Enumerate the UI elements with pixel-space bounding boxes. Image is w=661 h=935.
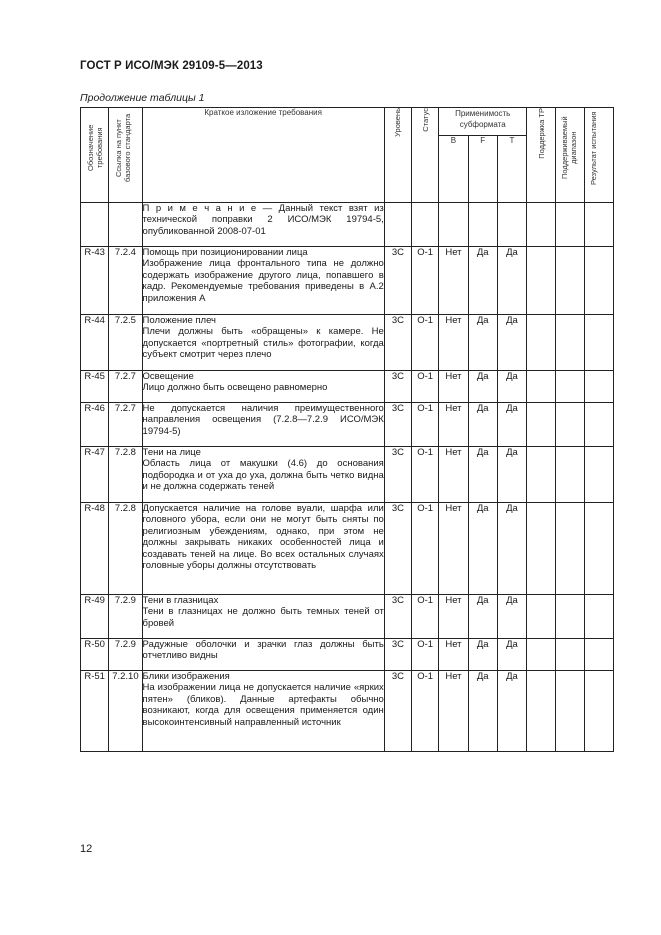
sub-t-value: Да bbox=[497, 447, 526, 503]
status-value: O-1 bbox=[412, 403, 439, 447]
tr-support-cell bbox=[527, 315, 556, 371]
level-value: 3C bbox=[384, 503, 411, 595]
tr-support-cell bbox=[527, 247, 556, 315]
table-row bbox=[81, 447, 614, 503]
tr-support-cell bbox=[527, 447, 556, 503]
sub-b-value: Нет bbox=[439, 447, 468, 503]
note-empty-cell bbox=[412, 203, 439, 247]
base-ref: 7.2.7 bbox=[109, 403, 142, 447]
level-value: 3C bbox=[384, 639, 411, 671]
sub-b-value: Нет bbox=[439, 403, 468, 447]
test-result-cell bbox=[584, 447, 613, 503]
document-title: ГОСТ Р ИСО/МЭК 29109-5—2013 bbox=[80, 60, 263, 72]
test-result-cell bbox=[584, 315, 613, 371]
test-result-cell bbox=[584, 371, 613, 403]
base-ref: 7.2.10 bbox=[109, 671, 142, 752]
test-result-cell bbox=[584, 639, 613, 671]
test-result-cell bbox=[584, 503, 613, 595]
table-row bbox=[81, 403, 614, 447]
sub-f-value: Да bbox=[468, 639, 497, 671]
level-value: 3C bbox=[384, 447, 411, 503]
table-row bbox=[81, 247, 614, 315]
table-row bbox=[81, 639, 614, 671]
base-ref: 7.2.7 bbox=[109, 371, 142, 403]
requirements-table bbox=[80, 107, 614, 752]
status-value: O-1 bbox=[412, 371, 439, 403]
note-empty-cell bbox=[497, 203, 526, 247]
column-header-sub-b: B bbox=[439, 136, 468, 203]
sub-f-value: Да bbox=[468, 503, 497, 595]
base-ref: 7.2.4 bbox=[109, 247, 142, 315]
supported-range-cell bbox=[556, 503, 584, 595]
supported-range-cell bbox=[556, 595, 584, 639]
base-ref: 7.2.8 bbox=[109, 447, 142, 503]
note-empty-cell bbox=[468, 203, 497, 247]
sub-b-value: Нет bbox=[439, 371, 468, 403]
level-value: 3C bbox=[384, 247, 411, 315]
sub-t-value: Да bbox=[497, 315, 526, 371]
test-result-cell bbox=[584, 671, 613, 752]
sub-t-value: Да bbox=[497, 403, 526, 447]
sub-b-value: Нет bbox=[439, 503, 468, 595]
base-ref: 7.2.5 bbox=[109, 315, 142, 371]
supported-range-cell bbox=[556, 639, 584, 671]
column-header-level: Уровень bbox=[384, 108, 411, 203]
status-value: O-1 bbox=[412, 595, 439, 639]
requirement-id: R-43 bbox=[81, 247, 109, 315]
requirement-summary: Блики изображения На изображении лица не допускается наличие «ярких пятен» (бликов). Данные артефакты обычно возникают, когда для освещения применяется один высокоинтенсивный направленный источник bbox=[142, 671, 384, 752]
supported-range-cell bbox=[556, 403, 584, 447]
supported-range-cell bbox=[556, 371, 584, 403]
tr-support-cell bbox=[527, 671, 556, 752]
requirement-summary: Освещение Лицо должно быть освещено равномерно bbox=[142, 371, 384, 403]
note-empty-cell bbox=[527, 203, 556, 247]
note-empty-id bbox=[81, 203, 109, 247]
note-empty-cell bbox=[384, 203, 411, 247]
status-value: O-1 bbox=[412, 671, 439, 752]
requirement-id: R-49 bbox=[81, 595, 109, 639]
column-header-test-result: Результат испытания bbox=[584, 108, 613, 203]
requirement-id: R-51 bbox=[81, 671, 109, 752]
sub-b-value: Нет bbox=[439, 315, 468, 371]
requirement-summary: Радужные оболочки и зрачки глаз должны быть отчетливо видны bbox=[142, 639, 384, 671]
requirement-summary: Тени в глазницах Тени в глазницах не должно быть темных теней от бровей bbox=[142, 595, 384, 639]
tr-support-cell bbox=[527, 503, 556, 595]
requirement-id: R-44 bbox=[81, 315, 109, 371]
sub-f-value: Да bbox=[468, 595, 497, 639]
table-row bbox=[81, 671, 614, 752]
column-header-designation: Обозначение требования bbox=[81, 108, 109, 203]
base-ref: 7.2.9 bbox=[109, 639, 142, 671]
requirement-id: R-45 bbox=[81, 371, 109, 403]
column-header-supported-range: Поддерживаемый диапазон bbox=[556, 108, 584, 203]
table-row bbox=[81, 595, 614, 639]
level-value: 3C bbox=[384, 403, 411, 447]
sub-f-value: Да bbox=[468, 247, 497, 315]
column-header-status: Статус bbox=[412, 108, 439, 203]
table-row bbox=[81, 503, 614, 595]
test-result-cell bbox=[584, 403, 613, 447]
test-result-cell bbox=[584, 247, 613, 315]
supported-range-cell bbox=[556, 671, 584, 752]
requirement-id: R-48 bbox=[81, 503, 109, 595]
sub-b-value: Нет bbox=[439, 671, 468, 752]
level-value: 3C bbox=[384, 671, 411, 752]
table-continuation-caption: Продолжение таблицы 1 bbox=[80, 92, 205, 104]
requirement-summary: Помощь при позиционировании лица Изображение лица фронтального типа не должно содержать изображение другого лица, попавшего в кадр. Рекомендуемые требования приведены в А.2 приложения А bbox=[142, 247, 384, 315]
tr-support-cell bbox=[527, 371, 556, 403]
supported-range-cell bbox=[556, 247, 584, 315]
sub-t-value: Да bbox=[497, 503, 526, 595]
status-value: O-1 bbox=[412, 315, 439, 371]
status-value: O-1 bbox=[412, 639, 439, 671]
level-value: 3C bbox=[384, 371, 411, 403]
sub-b-value: Нет bbox=[439, 595, 468, 639]
sub-b-value: Нет bbox=[439, 639, 468, 671]
status-value: O-1 bbox=[412, 503, 439, 595]
requirement-id: R-46 bbox=[81, 403, 109, 447]
requirement-id: R-50 bbox=[81, 639, 109, 671]
table-row-note bbox=[81, 203, 614, 247]
note-text: П р и м е ч а н и е — Данный текст взят из технической поправки 2 ИСО/МЭК 19794-5, опубликованной 2008-07-01 bbox=[142, 203, 384, 247]
tr-support-cell bbox=[527, 403, 556, 447]
requirement-summary: Не допускается наличия преимущественного направления освещения (7.2.8—7.2.9 ИСО/МЭК 19794-5) bbox=[142, 403, 384, 447]
note-empty-ref bbox=[109, 203, 142, 247]
column-header-summary: Краткое изложение требования bbox=[142, 108, 384, 203]
sub-t-value: Да bbox=[497, 595, 526, 639]
sub-t-value: Да bbox=[497, 247, 526, 315]
sub-b-value: Нет bbox=[439, 247, 468, 315]
requirement-summary: Тени на лице Область лица от макушки (4.6) до основания подбородка и от уха до уха, должна быть четко видна и не должна содержать теней bbox=[142, 447, 384, 503]
page-number: 12 bbox=[80, 843, 93, 855]
sub-t-value: Да bbox=[497, 371, 526, 403]
requirement-id: R-47 bbox=[81, 447, 109, 503]
requirement-summary: Допускается наличие на голове вуали, шарфа или головного убора, если они не могут быть сняты по религиозным убеждениям, однако, при этом не должны закрывать никаких особенностей лица и создавать теней на лице. Во всех остальных случаях головные уборы должны отсутствовать bbox=[142, 503, 384, 595]
base-ref: 7.2.8 bbox=[109, 503, 142, 595]
note-empty-cell bbox=[584, 203, 613, 247]
level-value: 3C bbox=[384, 595, 411, 639]
note-empty-cell bbox=[439, 203, 468, 247]
sub-f-value: Да bbox=[468, 403, 497, 447]
base-ref: 7.2.9 bbox=[109, 595, 142, 639]
sub-f-value: Да bbox=[468, 671, 497, 752]
status-value: O-1 bbox=[412, 447, 439, 503]
sub-f-value: Да bbox=[468, 371, 497, 403]
test-result-cell bbox=[584, 595, 613, 639]
sub-f-value: Да bbox=[468, 315, 497, 371]
table-row bbox=[81, 371, 614, 403]
sub-t-value: Да bbox=[497, 639, 526, 671]
table-row bbox=[81, 315, 614, 371]
sub-t-value: Да bbox=[497, 671, 526, 752]
requirement-summary: Положение плеч Плечи должны быть «обращены» к камере. Не допускается «портретный стиль» фотографии, когда субъект смотрит через плечо bbox=[142, 315, 384, 371]
column-header-applicability: Применимость субформата bbox=[439, 108, 527, 136]
column-header-sub-f: F bbox=[468, 136, 497, 203]
tr-support-cell bbox=[527, 639, 556, 671]
status-value: O-1 bbox=[412, 247, 439, 315]
column-header-tr-support: Поддержка ТР bbox=[527, 108, 556, 203]
column-header-base-ref: Ссылка на пункт базового стандарта bbox=[109, 108, 142, 203]
supported-range-cell bbox=[556, 315, 584, 371]
supported-range-cell bbox=[556, 447, 584, 503]
level-value: 3C bbox=[384, 315, 411, 371]
tr-support-cell bbox=[527, 595, 556, 639]
sub-f-value: Да bbox=[468, 447, 497, 503]
note-empty-cell bbox=[556, 203, 584, 247]
column-header-sub-t: T bbox=[497, 136, 526, 203]
